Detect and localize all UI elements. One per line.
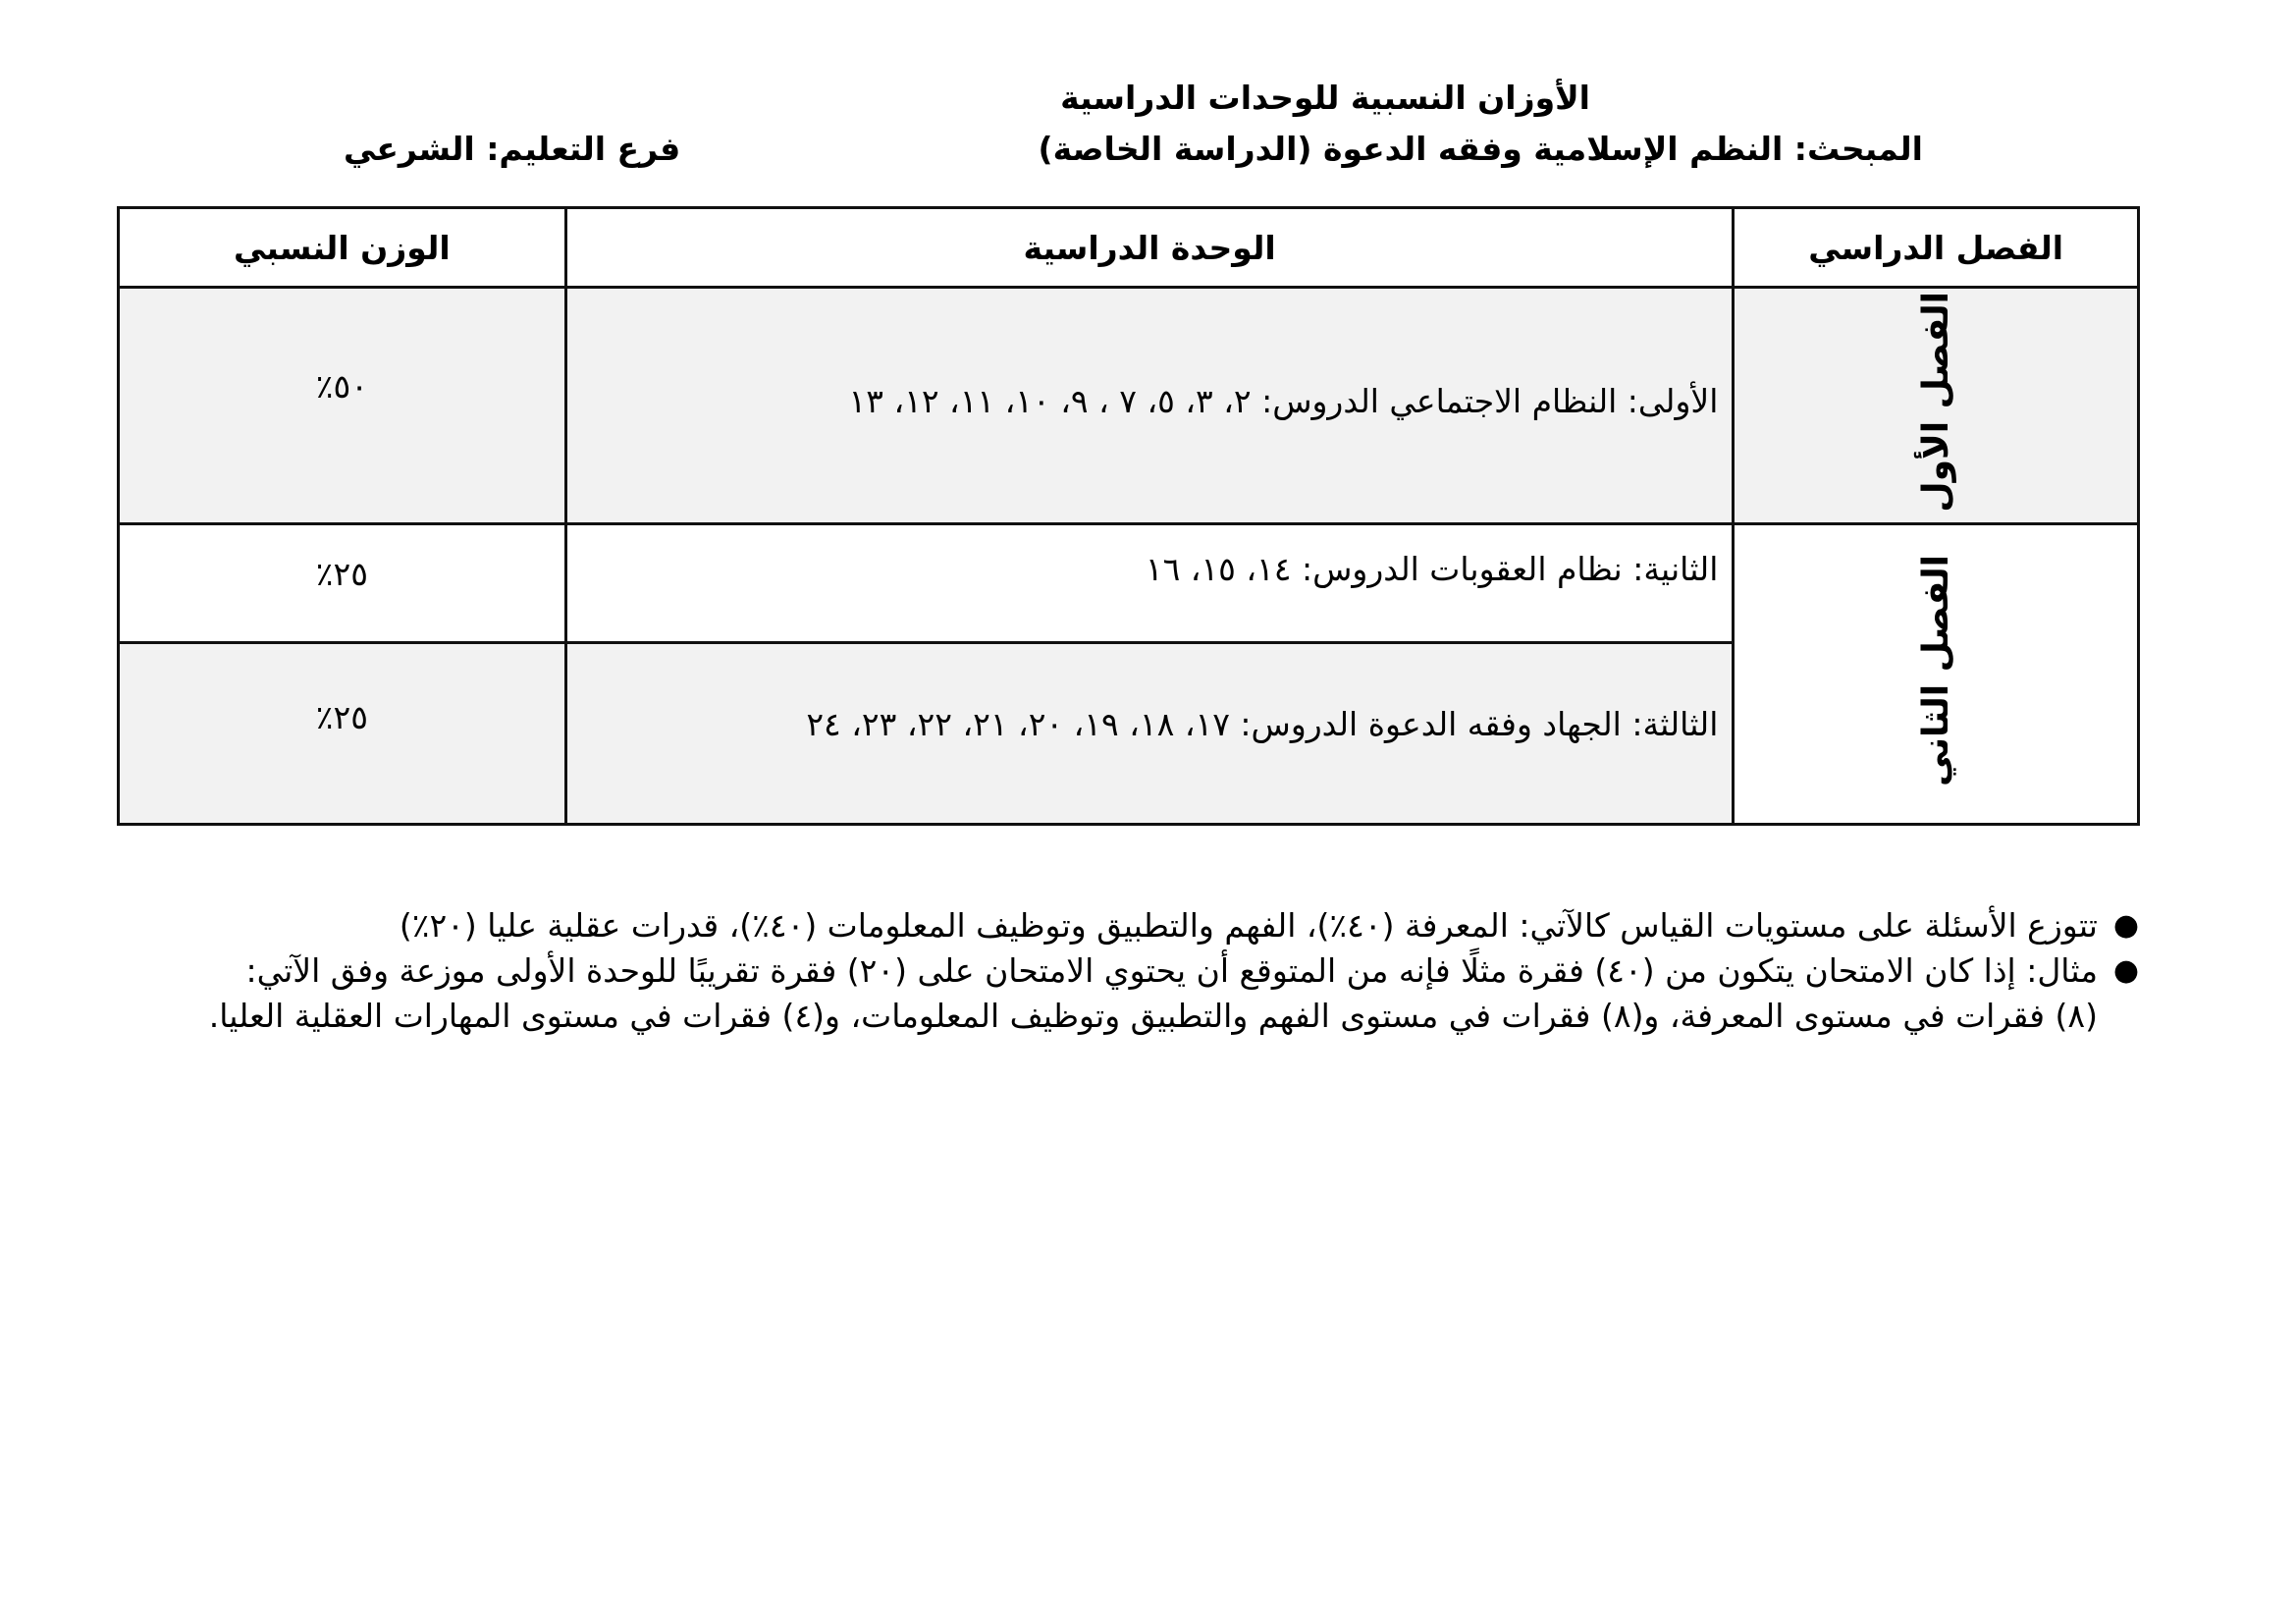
bullet-icon: ● <box>2112 953 2139 988</box>
unit-text: الثانية: نظام العقوبات الدروس: ١٤، ١٥، ١٦ <box>1145 549 1719 588</box>
weight-value: ٥٠٪ <box>315 367 368 406</box>
note-text: تتوزع الأسئلة على مستويات القياس كالآتي: المعرفة (٤٠٪)، الفهم والتطبيق وتوظيف المعلومات (٤٠٪)، قدرات عقلية عليا (٢٠٪) <box>399 906 2098 945</box>
weight-cell <box>119 524 566 643</box>
unit-text: الثالثة: الجهاد وفقه الدعوة الدروس: ١٧، ١٨، ١٩، ٢٠، ٢١، ٢٢، ٢٣، ٢٤ <box>806 704 1719 743</box>
weight-cell <box>119 288 566 524</box>
page-title: الأوزان النسبية للوحدات الدراسية <box>1060 79 1590 117</box>
bullet-icon: ● <box>2112 908 2139 943</box>
note-text: مثال: إذا كان الامتحان يتكون من (٤٠) فقرة مثلًا فإنه من المتوقع أن يحتوي الامتحان على (٢٠) فقرة تقريبًا للوحدة الأولى موزعة وفق الآتي: <box>245 951 2098 990</box>
header-semester: الفصل الدراسي <box>1734 208 2139 288</box>
branch-label: فرع التعليم: الشرعي <box>344 130 681 168</box>
unit-cell <box>565 643 1734 825</box>
notes-list <box>156 903 2139 1039</box>
unit-cell <box>565 524 1734 643</box>
table-row <box>119 524 2139 643</box>
header-weight: الوزن النسبي <box>119 208 566 288</box>
note-text-continued: (٨) فقرات في مستوى المعرفة، و(٨) فقرات في مستوى الفهم والتطبيق وتوظيف المعلومات، و(٤) فقرات في مستوى المهارات العقلية العليا. <box>208 997 2098 1035</box>
semester-first-label: الفصل الأول <box>1915 291 1956 513</box>
list-item <box>156 903 2139 948</box>
list-item <box>156 948 2139 1039</box>
semester-cell-first <box>1734 288 2139 524</box>
unit-cell <box>565 288 1734 524</box>
semester-second-label: الفصل الثاني <box>1915 554 1956 786</box>
subject-label: المبحث: النظم الإسلامية وفقه الدعوة (الدراسة الخاصة) <box>1038 130 1923 168</box>
semester-cell-second <box>1734 524 2139 825</box>
unit-text: الأولى: النظام الاجتماعي الدروس: ٢، ٣، ٥، ٧ ، ٩، ١٠، ١١، ١٢، ١٣ <box>848 381 1719 420</box>
table-row <box>119 288 2139 524</box>
weight-value: ٢٥٪ <box>315 555 368 593</box>
header-unit: الوحدة الدراسية <box>565 208 1734 288</box>
table-header-row <box>119 208 2139 288</box>
weight-cell <box>119 643 566 825</box>
weight-value: ٢٥٪ <box>315 698 368 736</box>
weights-table <box>117 206 2140 826</box>
